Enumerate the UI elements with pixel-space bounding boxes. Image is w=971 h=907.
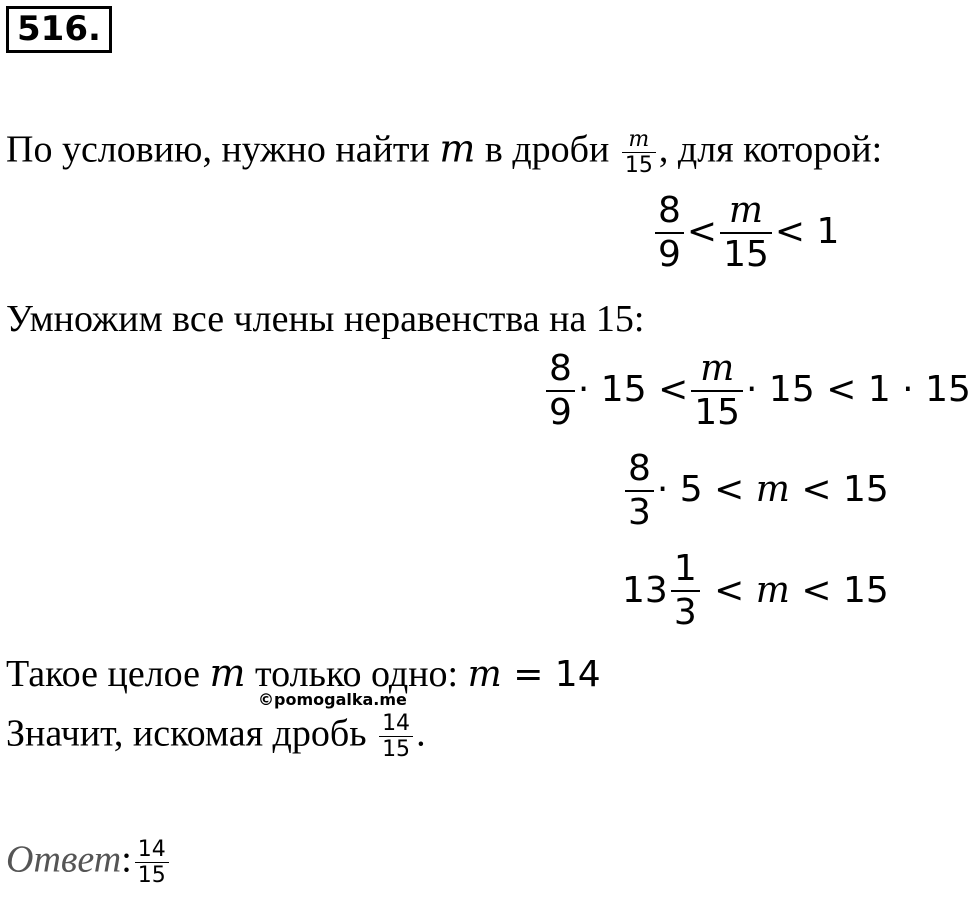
answer-den: 15 xyxy=(137,863,166,889)
ineq3-op1: < xyxy=(714,468,745,510)
watermark: ©pomogalka.me xyxy=(258,690,407,709)
step-text: Умножим все члены неравенства на 15: xyxy=(6,298,645,340)
conclusion-line-2 xyxy=(6,712,426,761)
ineq1-mid-fraction xyxy=(720,192,772,274)
ineq1-right: 1 xyxy=(816,210,840,252)
ineq2-left-den: 9 xyxy=(549,391,572,433)
conclusion2-den: 15 xyxy=(382,737,411,763)
ineq3-op2: < xyxy=(801,468,832,510)
ineq2-mid-mult: · 15 xyxy=(746,368,815,410)
ineq2-left-fraction xyxy=(546,350,575,432)
ineq2-op2: < xyxy=(826,368,857,410)
ineq1-mid-num: m xyxy=(728,190,764,231)
conclusion1-equation xyxy=(468,654,601,695)
ineq2-left-mult: · 15 xyxy=(577,368,647,410)
ineq3-right: 15 xyxy=(843,468,889,510)
intro-frac-den: 15 xyxy=(624,153,653,179)
ineq2-left-num: 8 xyxy=(549,348,572,389)
answer-num: 14 xyxy=(137,837,166,862)
ineq4-mixed-number xyxy=(622,550,703,632)
ineq3-left-den: 3 xyxy=(628,491,651,533)
ineq3-left-mult: · 5 xyxy=(656,468,703,510)
intro-text-middle: в дроби xyxy=(475,128,619,171)
ineq4-whole: 13 xyxy=(622,569,668,611)
answer-fraction xyxy=(135,838,169,887)
ineq4-op2: < xyxy=(801,569,832,611)
conclusion2-tail: . xyxy=(416,712,426,755)
conclusion1-text-before: Такое целое xyxy=(6,653,210,695)
ineq1-left-den: 9 xyxy=(658,233,681,275)
conclusion2-fraction xyxy=(379,712,413,761)
intro-text-after: , для которой: xyxy=(658,128,883,171)
ineq4-num: 1 xyxy=(673,548,697,589)
conclusion1-text-after: только одно: xyxy=(245,653,468,695)
intro-text-before: По условию, нужно найти xyxy=(6,128,440,171)
intro-fraction xyxy=(622,128,656,177)
ineq1-left-fraction xyxy=(655,192,684,274)
conclusion2-num: 14 xyxy=(382,711,411,736)
ineq1-mid-den: 15 xyxy=(723,233,769,275)
inequality-2 xyxy=(543,350,971,432)
ineq1-op2: < xyxy=(774,210,806,252)
inequality-1 xyxy=(652,192,839,274)
ineq4-right: 15 xyxy=(843,569,889,611)
ineq2-mid-den: 15 xyxy=(694,391,741,433)
ineq4-fraction xyxy=(671,550,700,632)
ineq2-right: 1 · 15 xyxy=(867,368,971,410)
answer-colon: : xyxy=(121,838,132,881)
conclusion-line-1 xyxy=(6,651,601,695)
answer-line xyxy=(6,838,172,887)
ineq3-left-fraction xyxy=(625,450,654,532)
answer-label: Ответ xyxy=(6,838,122,881)
ineq2-op1: < xyxy=(658,368,689,410)
conclusion1-eq-var: m xyxy=(467,654,502,695)
ineq2-mid-fraction xyxy=(691,350,743,432)
conclusion2-text: Значит, искомая дробь xyxy=(6,712,377,755)
intro-line xyxy=(6,128,882,177)
intro-frac-num: m xyxy=(628,127,650,152)
ineq4-den: 3 xyxy=(673,591,697,633)
ineq3-mid: m xyxy=(755,468,790,510)
intro-var: m xyxy=(439,126,476,171)
conclusion1-eq-rest: = 14 xyxy=(501,654,601,695)
inequality-3 xyxy=(622,450,889,532)
ineq2-mid-num: m xyxy=(700,348,735,389)
conclusion1-var: m xyxy=(209,651,246,695)
inequality-4 xyxy=(622,550,889,632)
ineq4-mid: m xyxy=(755,569,790,611)
ineq1-op1: < xyxy=(686,210,718,252)
problem-number: 516. xyxy=(6,6,112,53)
ineq4-op1: < xyxy=(714,569,745,611)
ineq1-left-num: 8 xyxy=(658,190,681,231)
ineq3-left-num: 8 xyxy=(628,448,651,489)
